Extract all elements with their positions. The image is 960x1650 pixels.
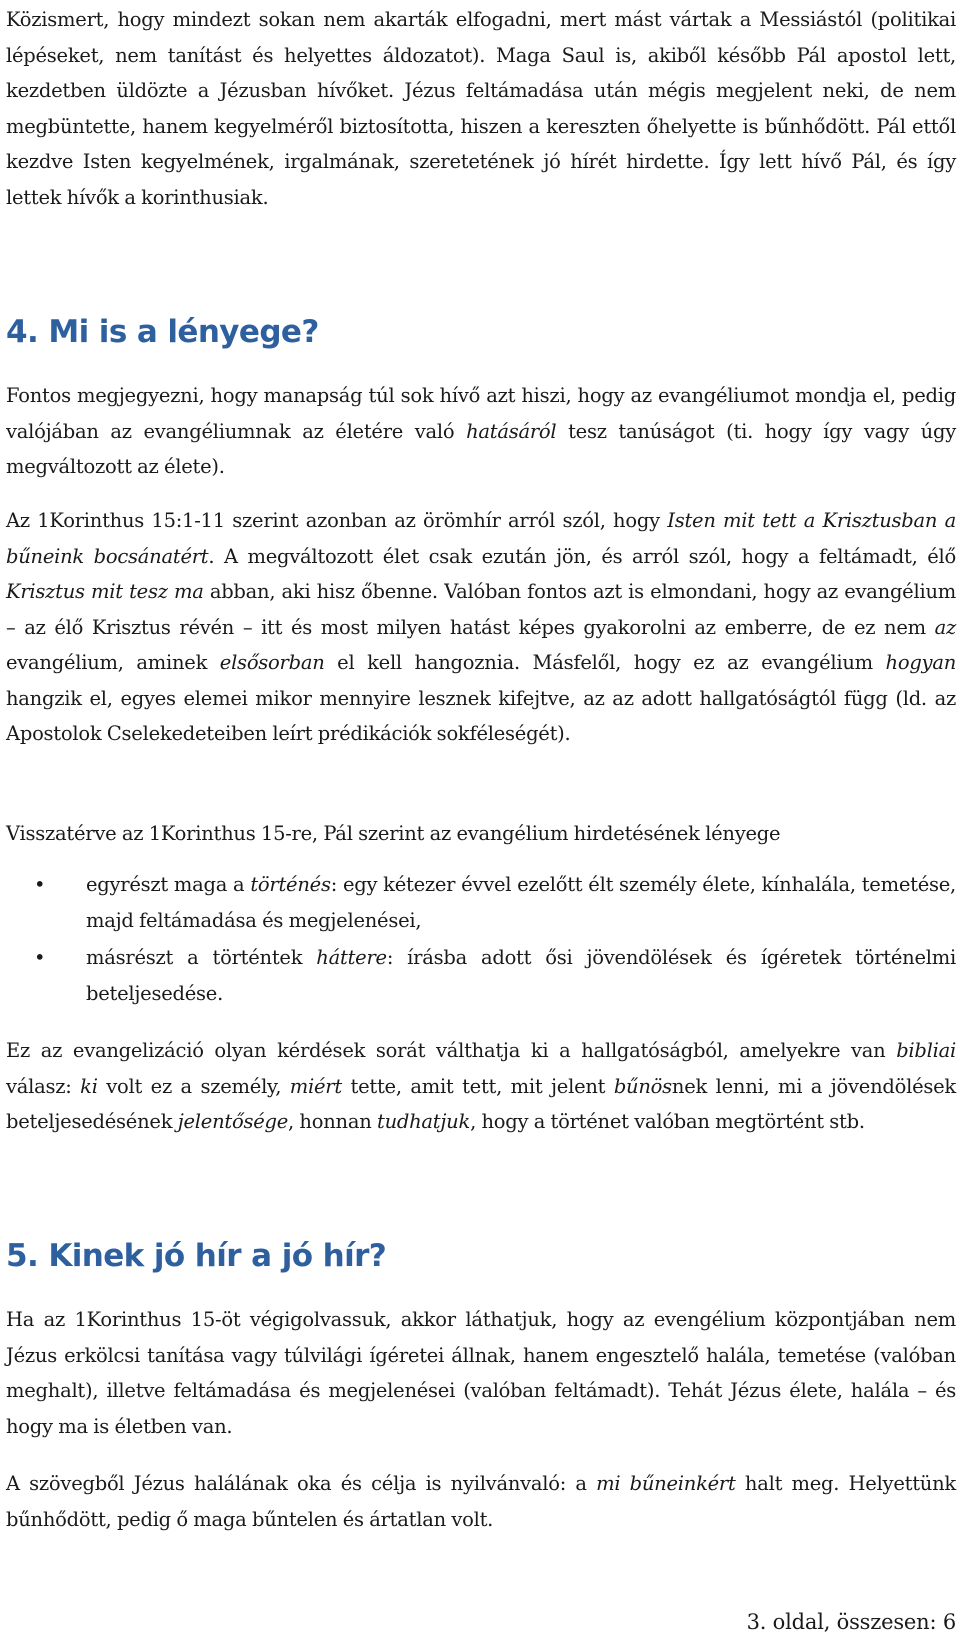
paragraph-ha-1korinthus: Ha az 1Korinthus 15-öt végigolvassuk, akkor láthatjuk, hogy az evengélium központjában nem Jézus erkölcsi tanítása vagy túlvilági ígéretei állnak, hanem engesztelő halála, temetése (valóban meghalt), illetve feltámadása és megjelenései (valóban feltámadt). Tehát Jézus élete, halála – és hogy ma is életben van. <box>6 1308 956 1438</box>
text-run: válasz: <box>6 1074 81 1098</box>
italic-run: bűnös <box>613 1074 672 1098</box>
paragraph-evangelizacio <box>6 1033 956 1140</box>
text-run: , hogy a történet valóban megtörtént stb. <box>470 1110 865 1133</box>
text-run: nek lenni, mi a jövendölések beteljesedésének <box>6 1074 956 1133</box>
text-run: : egy kétezer évvel ezelőtt élt személy élete, kínhalála, temetése, majd feltámadása és megjelenései, <box>86 873 956 932</box>
text-run: Fontos megjegyezni, hogy manapság túl sok hívő azt hiszi, hogy az evangéliumot mondja el, pedig valójában az evangéliumnak az életére való <box>6 384 956 443</box>
italic-run: bibliai <box>896 1039 956 1062</box>
list-item <box>6 867 956 938</box>
text-run: Ez az evangelizáció olyan kérdések sorát válthatja ki a hallgatóságból, amelyekre van <box>6 1039 897 1062</box>
italic-run: miért <box>289 1074 342 1098</box>
italic-run: hatásáról <box>466 419 557 443</box>
paragraph-visszaterve: Visszatérve az 1Korinthus 15-re, Pál szerint az evangélium hirdetésének lényege <box>6 822 781 845</box>
paragraph-szovegbol <box>6 1466 956 1537</box>
text-run: : írásba adott ősi jövendölések és ígéretek történelmi beteljesedése. <box>86 946 956 1005</box>
italic-run: hogyan <box>885 651 956 674</box>
list-item-text <box>86 867 956 938</box>
text-run: A szövegből Jézus halálának oka és célja is nyilvánvaló: a <box>6 1472 597 1495</box>
paragraph-az-1korinthus <box>6 503 956 752</box>
bullet-list <box>6 867 956 1013</box>
text-run: , honnan <box>288 1110 377 1133</box>
italic-run: háttere <box>316 946 387 969</box>
text-run: halt meg. Helyettünk bűnhődött, pedig ő maga bűntelen és ártatlan volt. <box>6 1472 956 1531</box>
list-item <box>6 940 956 1011</box>
bullet-icon: • <box>34 873 46 896</box>
section-heading-5: 5. Kinek jó hír a jó hír? <box>6 1238 387 1274</box>
text-run: volt ez a személy, <box>97 1074 290 1098</box>
text-run: . A megváltozott élet csak ezután jön, és arról szól, hogy a feltámadt, élő <box>208 544 956 568</box>
italic-run: elsősorban <box>219 651 325 674</box>
italic-run: történés <box>250 873 331 896</box>
paragraph-intro: Közismert, hogy mindezt sokan nem akarták elfogadni, mert mást vártak a Messiástól (politikai lépéseket, nem tanítást és helyettes áldozatot). Maga Saul is, akiből később Pál apostol lett, kezdetben üldözte a Jézusban hívőket. Jézus feltámadása után mégis megjelent neki, de nem megbüntette, hanem kegyelméről biztosította, hiszen a kereszten őhelyette is bűnhődött. Pál ettől kezdve Isten kegyelmének, irgalmának, szeretetének jó hírét hirdette. Így lett hívő Pál, és így lettek hívők a korinthusiak. <box>6 8 956 209</box>
text-run: el kell hangoznia. Másfelől, hogy ez az evangélium <box>324 651 886 674</box>
text-run: tesz tanúságot (ti. hogy így vagy úgy megváltozott az élete). <box>6 419 956 478</box>
italic-run: jelentősége <box>177 1110 289 1133</box>
italic-run: mi bűneinkért <box>596 1472 736 1495</box>
text-run: tette, amit tett, mit jelent <box>341 1074 614 1098</box>
text-run: evangélium, aminek <box>6 651 220 674</box>
text-run: másrészt a történtek <box>86 946 317 969</box>
page-number-footer: 3. oldal, összesen: 6 <box>746 1610 956 1634</box>
text-run: Az 1Korinthus 15:1-11 szerint azonban az örömhír arról szól, hogy <box>6 509 668 532</box>
text-run: hangzik el, egyes elemei mikor mennyire lesznek kifejtve, az az adott hallgatóságtól függ (ld. az Apostolok Cselekedeteiben leírt prédikációk sokféleségét). <box>6 686 956 745</box>
list-item-text <box>86 940 956 1011</box>
italic-run: Krisztus mit tesz ma <box>6 580 204 603</box>
text-run: abban, aki hisz őbenne. Valóban fontos azt is elmondani, hogy az evangélium – az élő Krisztus révén – itt és most milyen hatást képes gyakorolni az emberre, de ez nem <box>6 580 956 639</box>
italic-run: Isten mit tett a Krisztusban a bűneink bocsánatért <box>6 509 956 568</box>
italic-run: az <box>934 615 956 639</box>
paragraph-fontos <box>6 378 956 485</box>
italic-run: tudhatjuk <box>376 1110 471 1133</box>
section-heading-4: 4. Mi is a lényege? <box>6 314 319 350</box>
bullet-icon: • <box>34 946 46 969</box>
italic-run: ki <box>80 1074 98 1098</box>
text-run: egyrészt maga a <box>86 873 251 896</box>
